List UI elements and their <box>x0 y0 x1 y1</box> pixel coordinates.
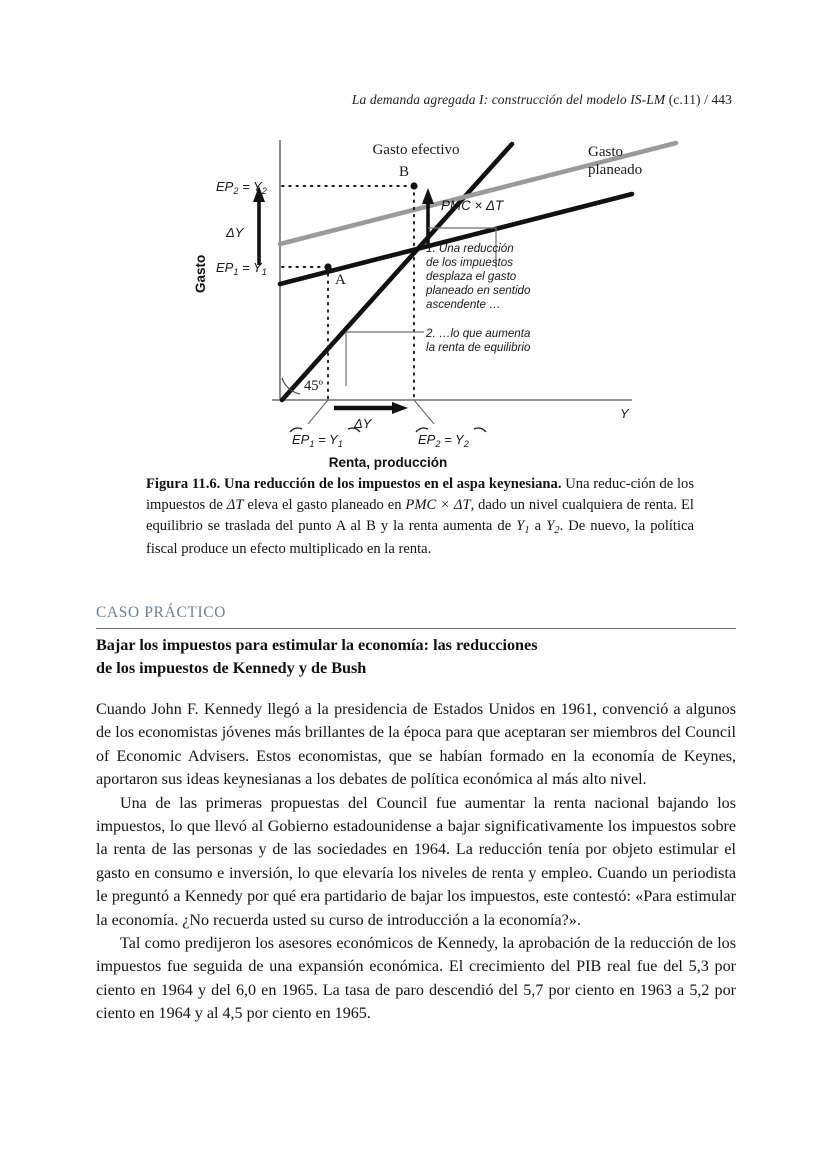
note-1-line-1: 1. Una reducción <box>426 242 514 255</box>
x-axis-title: Renta, producción <box>328 455 448 470</box>
figure-number: Figura 11.6. <box>146 476 221 492</box>
keynesian-cross-chart <box>96 132 736 472</box>
caption-text-3: , dado un nivel cualquiera de renta. El equilibrio se traslada del punto A al B y la renta aumenta de <box>146 497 694 535</box>
point-b-label: B <box>399 164 410 180</box>
annotation-note-2 <box>346 327 531 386</box>
paragraph-3: Tal como predijeron los asesores económicos de Kennedy, la aprobación de la reducción de los impuestos fue seguida de una expansión económica. El crecimiento del PIB real fue del 5,3 por ciento en 1964 y del 6,0 en 1965. La tasa de paro descendió del 5,7 por ciento en 1963 a 5,2 por ciento en 1964 y al 4,5 por ciento en 1965. <box>96 935 736 1023</box>
body-text <box>96 698 736 1026</box>
delta-y-horizontal-label: ΔY <box>354 416 372 431</box>
note-2-line-1: 2. …lo que aumenta <box>426 327 531 340</box>
note-1-line-5: ascendente … <box>426 298 501 311</box>
caption-text-5: . De nuevo, la política fiscal produce un efecto multiplicado en la renta. <box>146 518 694 557</box>
caption-text-4: a <box>529 518 547 535</box>
caption-y2: Y <box>546 518 555 535</box>
y-axis-title: Gasto <box>193 254 208 293</box>
note-1-line-4: planeado en sentido <box>426 284 531 297</box>
caption-text-1: Una reduc-ción de los impuestos de <box>146 476 695 514</box>
delta-y-vertical-arrow <box>253 186 265 265</box>
case-study-title-line-1: Bajar los impuestos para estimular la economía: las reducciones <box>96 636 538 654</box>
actual-expenditure-label: Gasto efectivo <box>372 142 460 158</box>
equilibrium-point-b <box>410 182 417 189</box>
caption-pmc: PMC × ΔT <box>405 497 471 514</box>
figure-title: Una reducción de los impuestos en el aspa keynesiana. <box>224 476 562 492</box>
angle-label: 45º <box>304 378 323 394</box>
delta-y-horizontal-arrow <box>334 402 408 414</box>
case-study-label: CASO PRÁCTICO <box>96 604 227 621</box>
paragraph-2: Una de las primeras propuestas del Council fue aumentar la renta nacional bajando los impuestos, lo que llevó al Gobierno estadounidense a bajar significativamente los impuestos sobre la renta de las personas y de las sociedades en 1964. La reducción tenía por objeto estimular el gasto en consumo e inversión, lo que elevaría los niveles de renta y empleo. Cuando un periodista le preguntó a Kennedy por qué era partidario de bajar los impuestos, este contestó: «Para estimular la economía. ¿No recuerda usted su curso de introducción a la economía?». <box>96 794 736 929</box>
delta-y-vertical-label: ΔY <box>226 225 244 240</box>
x-axis-symbol: Y <box>620 406 629 421</box>
figure-11-6 <box>96 132 736 472</box>
y-tick-ep2: $EP_2 = Y_2$ <box>216 179 267 197</box>
caption-delta-t: ΔT <box>226 497 244 514</box>
equilibrium-point-a <box>324 263 331 270</box>
planned-expenditure-label-line1: Gasto <box>588 144 623 160</box>
note-2-line-2: la renta de equilibrio <box>426 341 531 354</box>
point-a-label: A <box>335 272 346 288</box>
y-tick-ep1: $EP_1 = Y_1$ <box>216 260 267 278</box>
x-tick-ep2: $EP_2 = Y_2$ <box>418 432 469 450</box>
case-study-title <box>96 634 736 680</box>
planned-expenditure-label-line2: planeado <box>588 162 643 178</box>
running-head-title: La demanda agregada I: construcción del modelo IS-LM <box>351 92 666 107</box>
bottom-label-leaders <box>290 400 486 432</box>
note-1-line-3: desplaza el gasto <box>426 270 517 283</box>
annotation-note-1 <box>425 242 531 311</box>
figure-caption <box>146 474 694 560</box>
case-study-divider <box>96 628 736 629</box>
caption-y1: Y <box>516 518 525 535</box>
caption-y1-sub: 1 <box>524 525 530 537</box>
note-1-line-2: de los impuestos <box>426 256 513 269</box>
caption-y2-sub: 2 <box>554 525 560 537</box>
case-study-title-line-2: de los impuestos de Kennedy y de Bush <box>96 659 367 678</box>
note-2-leader <box>346 332 424 386</box>
x-tick-ep1: $EP_1 = Y_1$ <box>292 432 343 450</box>
caption-text-2: eleva el gasto planeado en <box>243 497 406 514</box>
shift-arrow-label: PMC × ΔT <box>441 198 504 213</box>
running-head <box>96 92 732 108</box>
paragraph-1: Cuando John F. Kennedy llegó a la presidencia de Estados Unidos en 1961, convenció a algunos de los economistas jóvenes más brillantes de la época para que aceptaran ser miembros del Council of Economic Advisers. Estos economistas, que se habían formado en la economía de Keynes, aportaron sus ideas keynesianas a los debates de política económica al más alto nivel. <box>96 701 736 789</box>
running-head-page: (c.11) / 443 <box>668 92 732 107</box>
